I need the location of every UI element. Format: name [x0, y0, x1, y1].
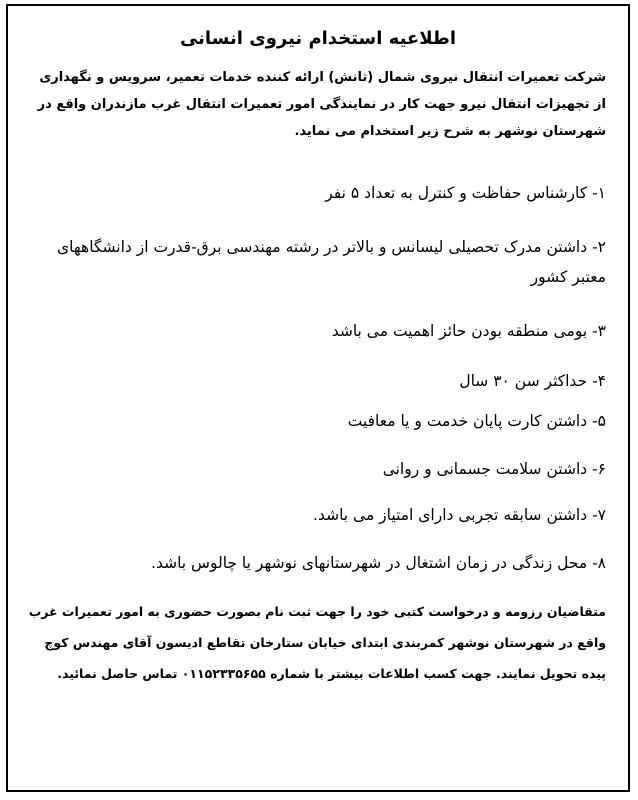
- requirement-item: ۶- داشتن سلامت جسمانی و روانی: [382, 460, 606, 478]
- requirement-item: ۴- حداکثر سن ۳۰ سال: [459, 372, 606, 390]
- application-instructions: متقاضیان رزومه و درخواست کتبی خود را جهت ثبت نام بصورت حضوری به امور تعمیرات غرب واقع در شهرستان نوشهر کمربندی ابتدای خیابان ستارخان تقاطع ادیسون آقای مهندس کوچ پیده تحویل نمایند. جهت کسب اطلاعات بیشتر با شماره ۰۱۱۵۲۳۳۵۶۵۵ تماس حاصل نمائید.: [28, 604, 606, 681]
- requirement-item: ۲- داشتن مدرک تحصیلی لیسانس و بالاتر در رشته مهندسی برق-قدرت از دانشگاههای معتبر کشور: [57, 238, 606, 286]
- announcement-frame: [6, 4, 630, 792]
- announcement-title: اطلاعیه استخدام نیروی انسانی: [179, 28, 457, 49]
- requirement-item: ۷- داشتن سابقه تجربی دارای امتیاز می باشد.: [313, 506, 606, 524]
- requirement-item: ۳- بومی منطقه بودن حائز اهمیت می باشد: [331, 322, 606, 340]
- requirement-item: ۸- محل زندگی در زمان اشتغال در شهرستانهای نوشهر یا چالوس باشد.: [151, 554, 606, 572]
- requirement-item: ۱- کارشناس حفاظت و کنترل به تعداد ۵ نفر: [325, 184, 606, 202]
- requirement-item: ۵- داشتن کارت پایان خدمت و یا معافیت: [347, 412, 606, 430]
- intro-paragraph: شرکت تعمیرات انتقال نیروی شمال (تانش) ارائه کننده خدمات تعمیر، سرویس و نگهداری از تجهیزات انتقال نیرو جهت کار در نمایندگی امور تعمیرات انتقال غرب مازندران واقع در شهرستان نوشهر به شرح زیر استخدام می نماید.: [37, 70, 606, 139]
